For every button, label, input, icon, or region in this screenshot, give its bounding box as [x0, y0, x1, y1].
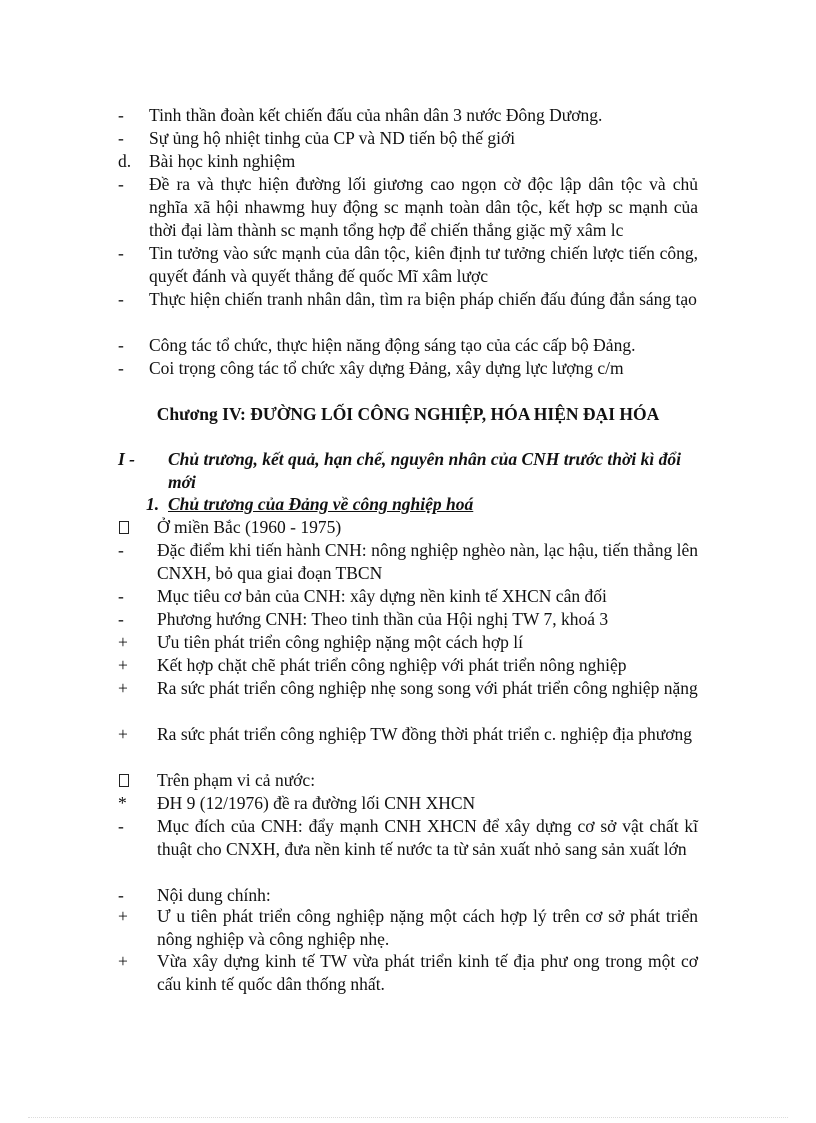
- plus-marker: +: [118, 906, 128, 926]
- list-item: [118, 792, 698, 815]
- list-item: [118, 516, 698, 539]
- list-item-text: Ra sức phát triển công nghiệp nhẹ song song với phát triển công nghiệp nặng: [157, 678, 698, 698]
- checkbox-square-icon: [119, 521, 129, 534]
- bullet-marker: -: [118, 289, 124, 309]
- list-item-text: Đề ra và thực hiện đường lối giương cao ngọn cờ độc lập dân tộc và chủ nghĩa xã hội nhawmg huy động sc mạnh toàn dân tộc, kết hợp sc mạnh của thời đại làm thành sc mạnh tổng hợp để chiến thắng giặc mỹ xâm lc: [149, 174, 698, 240]
- list-item-text: Ở miền Bắc (1960 - 1975): [157, 517, 342, 537]
- list-item: [118, 357, 698, 380]
- list-item: [118, 585, 698, 608]
- bullet-marker: -: [118, 358, 124, 378]
- list-item-text: Ư u tiên phát triển công nghiệp nặng một cách hợp lý trên cơ sở phát triển nông nghiệp và công nghiệp nhẹ.: [157, 906, 698, 949]
- subsection-title: Chủ trương của Đảng về công nghiệp hoá: [168, 494, 474, 514]
- list-item-text: Thực hiện chiến tranh nhân dân, tìm ra biện pháp chiến đấu đúng đắn sáng tạo: [149, 289, 697, 309]
- list-item-text: Coi trọng công tác tổ chức xây dựng Đảng, xây dựng lực lượng c/m: [149, 358, 624, 378]
- asterisk-marker: *: [118, 793, 127, 813]
- plus-marker: +: [118, 951, 128, 971]
- bullet-marker: -: [118, 816, 124, 836]
- chapter-title: Chương IV: ĐƯỜNG LỐI CÔNG NGHIỆP, HÓA HIỆN ĐẠI HÓA: [156, 404, 660, 424]
- list-item: [118, 723, 698, 746]
- plus-marker: +: [118, 724, 128, 744]
- list-item: [118, 677, 698, 700]
- list-item: [118, 173, 698, 242]
- bullet-marker: -: [118, 174, 124, 194]
- subsection-number: 1.: [146, 494, 160, 514]
- list-item-text: Nội dung chính:: [157, 885, 271, 905]
- list-item-text: Vừa xây dựng kinh tế TW vừa phát triển kinh tế địa phư ong trong một cơ cấu kinh tế quốc dân thống nhất.: [157, 951, 698, 994]
- bullet-marker: -: [118, 540, 124, 560]
- list-item-text: Mục đích của CNH: đẩy mạnh CNH XHCN để xây dựng cơ sở vật chất kĩ thuật cho CNXH, đưa nền kinh tế nước ta từ sản xuất nhỏ sang sản xuất lớn: [157, 816, 698, 859]
- bullet-marker: -: [118, 609, 124, 629]
- list-item-text: Tin tưởng vào sức mạnh của dân tộc, kiên định tư tưởng chiến lược tiến công, quyết đánh và quyết thắng đế quốc Mĩ xâm lược: [149, 243, 698, 286]
- list-item: [118, 884, 698, 907]
- list-item: [118, 950, 698, 996]
- bullet-marker: -: [118, 128, 124, 148]
- list-item-text: Bài học kinh nghiệm: [149, 151, 296, 171]
- list-item-text: Kết hợp chặt chẽ phát triển công nghiệp với phát triển nông nghiệp: [157, 655, 627, 675]
- list-item: [118, 631, 698, 654]
- list-item: [118, 815, 698, 861]
- list-item: [118, 288, 698, 311]
- section-title: Chủ trương, kết quả, hạn chế, nguyên nhân của CNH trước thời kì đổi mới: [168, 449, 682, 492]
- subsection-heading: [146, 493, 473, 516]
- list-item: [118, 334, 698, 357]
- list-item-text: Trên phạm vi cả nước:: [157, 770, 316, 790]
- footer-divider: [28, 1117, 788, 1118]
- bullet-marker: -: [118, 586, 124, 606]
- plus-marker: +: [118, 632, 128, 652]
- plus-marker: +: [118, 678, 128, 698]
- checkbox-square-icon: [119, 774, 129, 787]
- bullet-marker: -: [118, 105, 124, 125]
- list-item: [118, 242, 698, 288]
- list-item-text: Phương hướng CNH: Theo tinh thần của Hội nghị TW 7, khoá 3: [157, 609, 609, 629]
- list-item-text: Tinh thần đoàn kết chiến đấu của nhân dân 3 nước Đông Dương.: [149, 105, 603, 125]
- bullet-marker: -: [118, 885, 124, 905]
- list-item-text: Công tác tổ chức, thực hiện năng động sáng tạo của các cấp bộ Đảng.: [149, 335, 636, 355]
- section-number: I -: [118, 449, 136, 469]
- list-item: [118, 905, 698, 951]
- list-item: [118, 127, 698, 150]
- list-item: [118, 654, 698, 677]
- list-item-text: Đặc điểm khi tiến hành CNH: nông nghiệp nghèo nàn, lạc hậu, tiến thẳng lên CNXH, bỏ qua giai đoạn TBCN: [157, 540, 698, 583]
- bullet-marker: -: [118, 243, 124, 263]
- list-item-text: Mục tiêu cơ bản của CNH: xây dựng nền kinh tế XHCN cân đối: [157, 586, 607, 606]
- list-item: [118, 104, 698, 127]
- list-item-text: Sự ủng hộ nhiệt tinhg của CP và ND tiến bộ thế giới: [149, 128, 516, 148]
- bullet-marker: -: [118, 335, 124, 355]
- list-item-text: Ưu tiên phát triển công nghiệp nặng một cách hợp lí: [157, 632, 523, 652]
- list-item: [118, 769, 698, 792]
- list-item-text: Ra sức phát triển công nghiệp TW đồng thời phát triển c. nghiệp địa phương: [157, 724, 692, 744]
- list-item: [118, 539, 698, 585]
- list-item: [118, 150, 698, 173]
- list-item-text: ĐH 9 (12/1976) đề ra đường lối CNH XHCN: [157, 793, 476, 813]
- list-item: [118, 608, 698, 631]
- section-letter: d.: [118, 151, 132, 171]
- plus-marker: +: [118, 655, 128, 675]
